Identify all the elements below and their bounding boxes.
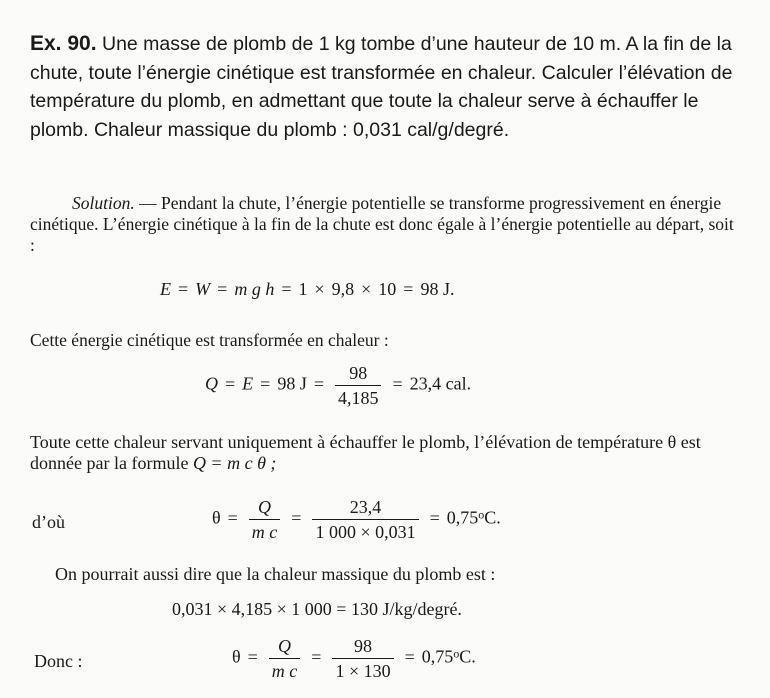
equation-theta-2: θ = $\frac{Q}{\text{m c}}$ = $\frac{98}{1 \times 130}$ = $0,75^oC$. [232, 636, 476, 681]
text-transformation: Cette énergie cinétique est transformée en chaleur : [30, 330, 389, 350]
text-specific-heat: On pourrait aussi dire que la chaleur massique du plomb est : [55, 564, 496, 584]
fraction-q-over-mc-2: $\frac{Q}{\text{m c}}$ [269, 636, 301, 681]
formula-q-mc-theta: Q = m c θ ; [192, 453, 277, 473]
solution-intro-text: — Pendant la chute, l’énergie potentielle se transforme progressivement en énergie cinétique. L’énergie cinétique à la fin de la chute est donc égale à l’énergie potentielle au départ, soit : [30, 193, 734, 255]
problem-text: Une masse de plomb de 1 kg tombe d’une hauteur de 10 m. A la fin de la chute, toute l’énergie cinétique est transformée en chaleur. Calculer l’élévation de température du plomb, en admettant que toute la chaleur serve à échauffer le plomb. Chaleur massique du plomb : 0,031 cal/g/degré. [30, 33, 733, 141]
equation-theta-1: θ = $\frac{Q}{\text{m c}}$ = $\frac{23,4}{1 000 \times 0,031}$ = $0,75^oC$. [212, 497, 501, 542]
equation-heat: Q = E = 98 J = $\frac{98}{4,185}$ = 23,4 cal. [205, 363, 472, 408]
equation-specific-heat: 0,031 × 4,185 × 1 000 = 130 J/kg/degré. [172, 599, 462, 619]
solution-label: Solution. [72, 193, 135, 213]
solution-intro [30, 193, 738, 256]
text-temperature: Toute cette chaleur servant uniquement à échauffer le plomb, l’élévation de température θ est donnée par la formule Q = m c θ ; [30, 432, 701, 473]
fraction-q-over-mc: $\frac{Q}{\text{m c}}$ [249, 497, 281, 542]
fraction-234-over-31: $\frac{23,4}{1 000 \times 0,031}$ [312, 497, 418, 542]
equation-energy: E = W = m g h = 1 × 9,8 × 10 = 98 J. [160, 279, 455, 299]
exercise-label: Ex. 90. [30, 32, 97, 55]
equation-theta-1-prefix: d’où [32, 512, 65, 532]
problem-statement [30, 30, 750, 144]
fraction-98-over-130: $\frac{98}{1 \times 130}$ [332, 636, 393, 681]
equation-theta-2-prefix: Donc : [34, 651, 83, 671]
fraction-98-over-4185: $\frac{98}{4,185}$ [335, 363, 382, 408]
